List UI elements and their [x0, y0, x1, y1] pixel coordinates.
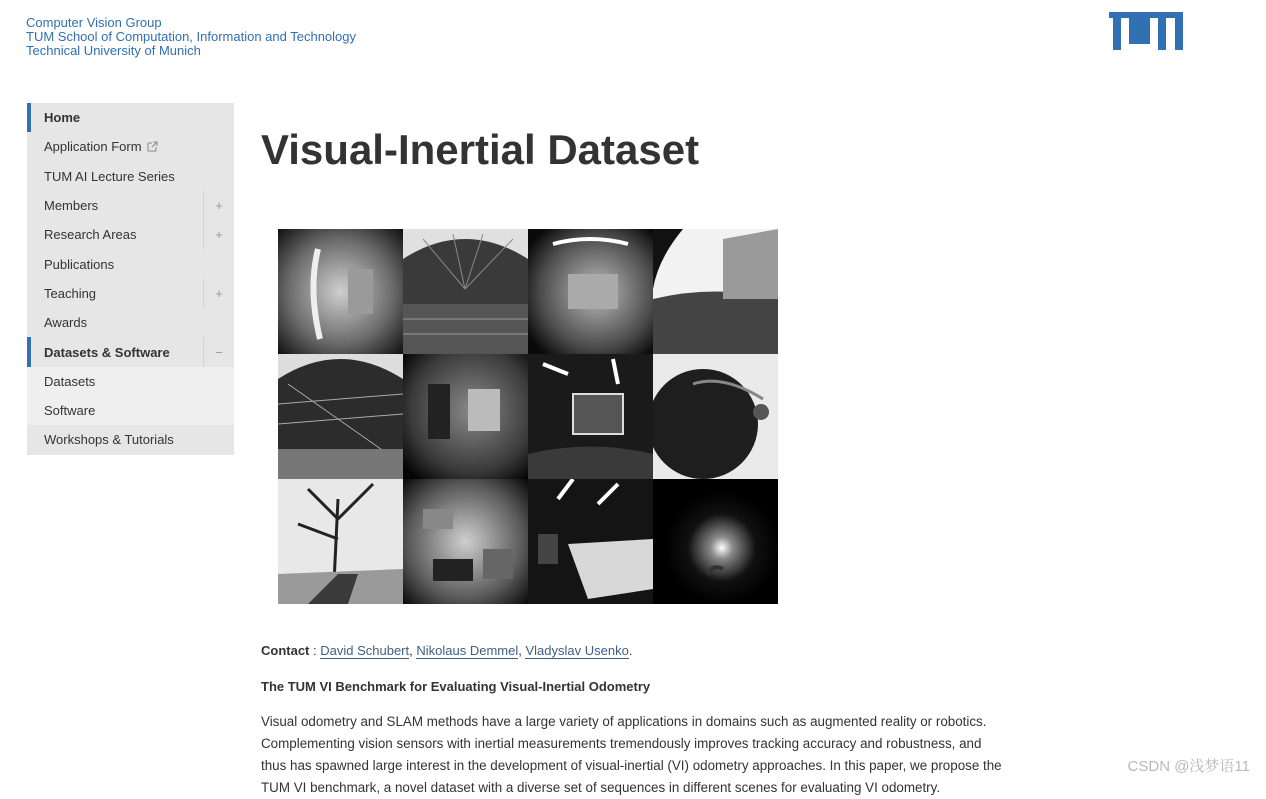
sidebar-item-datasets[interactable] [27, 367, 234, 396]
sidebar-item-members[interactable] [27, 191, 234, 220]
dataset-image [278, 229, 403, 354]
contact-comma: , [409, 643, 417, 658]
header-links [26, 16, 356, 58]
benchmark-title: The TUM VI Benchmark for Evaluating Visual-Inertial Odometry [261, 679, 651, 694]
sidebar-item-software[interactable] [27, 396, 234, 425]
watermark: CSDN @浅梦语11 [1127, 758, 1250, 775]
dataset-image [403, 479, 528, 604]
sidebar-item-publications[interactable] [27, 249, 234, 278]
contact-link-david-schubert[interactable]: David Schubert [320, 643, 410, 658]
dataset-image [278, 354, 403, 479]
dataset-image [528, 229, 653, 354]
sidebar-item-label: Software [44, 403, 96, 419]
dataset-image [403, 229, 528, 354]
dataset-image [653, 229, 778, 354]
sidebar-item-label: Teaching [44, 285, 97, 301]
sidebar-item-label: Research Areas [44, 227, 137, 243]
dataset-image-mosaic [278, 229, 778, 604]
tum-logo[interactable] [1109, 12, 1183, 50]
contact-link-vladyslav-usenko[interactable]: Vladyslav Usenko [525, 643, 629, 658]
abstract-paragraph: Visual odometry and SLAM methods have a large variety of applications in domains such as augmented reality or robotics. Complementing vision sensors with inertial measurements tremendously improves tracking accuracy and robustness, and thus has spawned large interest in the development of visual-inertial (VI) odometry approaches. In this paper, we propose the TUM VI benchmark, a novel dataset with a diverse set of sequences in different scenes for evaluating VI odometry. [261, 714, 1002, 795]
sidebar-item-teaching[interactable] [27, 279, 234, 308]
sidebar-item-label: Application Form [44, 139, 142, 155]
sidebar-item-home[interactable] [27, 103, 234, 132]
sidebar-item-label: Datasets [44, 373, 96, 389]
sidebar-item-workshops-tutorials[interactable] [27, 425, 234, 454]
sidebar-item-label: Datasets & Software [44, 344, 170, 360]
collapse-toggle[interactable]: − [203, 337, 234, 366]
sidebar-item-label: Home [44, 110, 81, 126]
expand-toggle[interactable]: + [203, 279, 234, 308]
sidebar-item-label: Workshops & Tutorials [44, 432, 174, 448]
sidebar-item-ai-lecture-series[interactable] [27, 162, 234, 191]
header-link-school[interactable]: TUM School of Computation, Information and Technology [26, 29, 356, 44]
sidebar-item-label: Publications [44, 256, 115, 272]
header-link-university[interactable]: Technical University of Munich [26, 43, 201, 58]
dataset-image [653, 354, 778, 479]
contact-comma: , [518, 643, 526, 658]
dataset-image [278, 479, 403, 604]
header-link-group[interactable]: Computer Vision Group [26, 15, 162, 30]
sidebar-item-datasets-software[interactable] [27, 337, 234, 366]
contact-separator: : [309, 643, 321, 658]
contact-end: . [628, 643, 633, 658]
sidebar-item-application-form[interactable] [27, 132, 234, 161]
dataset-image [403, 354, 528, 479]
dataset-image [653, 479, 778, 604]
expand-toggle[interactable]: + [203, 220, 234, 249]
dataset-image [528, 479, 653, 604]
sidebar-nav [27, 103, 234, 455]
dataset-image [528, 354, 653, 479]
expand-toggle[interactable]: + [203, 191, 234, 220]
sidebar-item-label: TUM AI Lecture Series [44, 168, 175, 184]
sidebar-item-awards[interactable] [27, 308, 234, 337]
contact-link-nikolaus-demmel[interactable]: Nikolaus Demmel [416, 643, 519, 658]
contact-label: Contact [261, 643, 310, 658]
sidebar-item-research-areas[interactable] [27, 220, 234, 249]
page-title: Visual-Inertial Dataset [261, 126, 700, 173]
sidebar-item-label: Awards [44, 315, 88, 331]
external-link-icon [147, 141, 158, 152]
contact-line [261, 643, 632, 659]
sidebar-item-label: Members [44, 198, 99, 214]
